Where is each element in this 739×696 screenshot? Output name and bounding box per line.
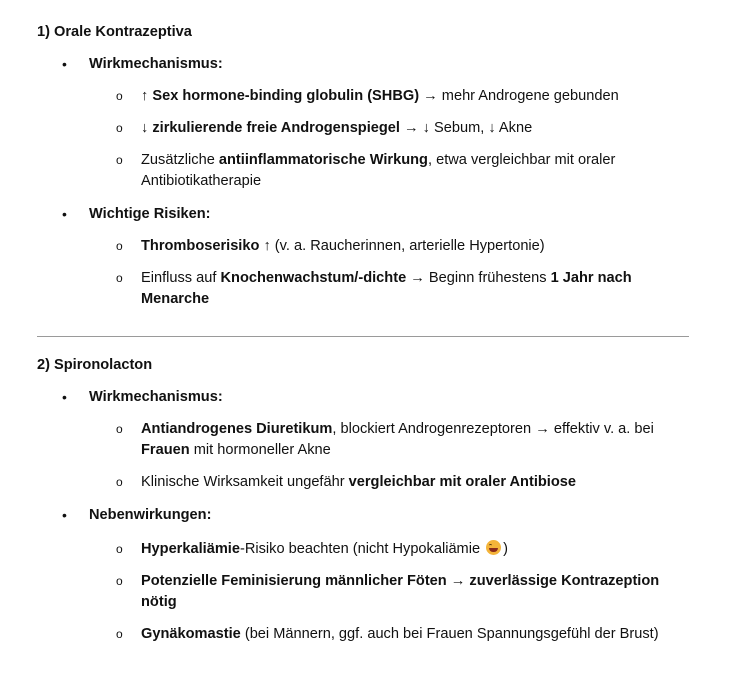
text: → ↓ Sebum, ↓ Akne [399,120,533,136]
list-label: Wirkmechanismus: [89,389,223,405]
document-page [37,22,689,645]
bold-text: zuverlässige Kontrazeption nötig [141,573,660,610]
list-item [89,539,689,560]
list-item [89,118,689,139]
bold-text: Gynäkomastie [141,626,241,642]
list-item [89,150,689,192]
section-title: 2) Spironolacton [37,357,153,373]
text: ↑ (v. a. Raucherinnen, arterielle Hypertonie) [259,238,545,254]
grinning-face-icon [486,540,501,555]
circle-bullet-icon: o [116,542,123,556]
circle-bullet-icon: o [116,627,123,641]
text: ) [503,541,509,557]
section-title: 1) Orale Kontrazeptiva [37,24,192,40]
text: Einfluss auf [141,270,221,286]
list-item [89,268,689,310]
text: mit hormoneller Akne [189,442,331,458]
list-item [89,571,689,613]
text: Klinische Wirksamkeit ungefähr [141,474,349,490]
circle-bullet-icon: o [116,89,123,103]
text: → Beginn frühestens [406,270,551,286]
list-label: Nebenwirkungen: [89,507,212,523]
level1-list [37,387,689,645]
disc-bullet-icon: • [62,389,67,405]
bold-text: Antiandrogenes Diuretikum [141,421,333,437]
level2-list [89,86,689,192]
bold-text: 1 Jahr nach Menarche [141,270,632,307]
level2-list [89,539,689,645]
bold-text: Hyperkaliämie [141,541,240,557]
circle-bullet-icon: o [116,239,123,253]
disc-bullet-icon: • [62,56,67,72]
bold-text: Sex hormone-binding globulin (SHBG) [152,88,420,104]
bold-text: Frauen [141,442,190,458]
level2-list [89,419,689,493]
circle-bullet-icon: o [116,574,123,588]
text: , blockiert Androgenrezeptoren → effektiv v. a. bei [332,421,654,437]
list-item-side-effects [37,505,689,645]
circle-bullet-icon: o [116,121,123,135]
list-item [89,86,689,107]
bold-text: Potenzielle Feminisierung männlicher Föten [141,573,447,589]
level1-list [37,54,689,310]
bold-text: antiinflammatorische Wirkung [218,152,428,168]
text: -Risiko beachten (nicht Hypokaliämie [239,541,481,557]
list-item-risks [37,204,689,310]
list-item [89,419,689,461]
list-item [89,236,689,257]
list-item [89,472,689,493]
list-item [89,624,689,645]
list-item-mechanism [37,387,689,493]
arrow-down-text: ↓ [141,120,153,136]
section-spironolactone [37,355,689,645]
text: → mehr Androgene gebunden [419,88,619,104]
disc-bullet-icon: • [62,206,67,222]
arrow-up-text: ↑ [141,88,153,104]
text: , etwa vergleichbar mit oraler Antibiotikatherapie [141,152,616,189]
section-oral-contraceptives [37,22,689,310]
list-item-mechanism [37,54,689,192]
list-label: Wirkmechanismus: [89,56,223,72]
bold-text: vergleichbar mit oraler Antibiose [348,474,576,490]
circle-bullet-icon: o [116,422,123,436]
text: (bei Männern, ggf. auch bei Frauen Spannungsgefühl der Brust) [240,626,659,642]
bold-text: zirkulierende freie Androgenspiegel [152,120,400,136]
bold-text: Thromboserisiko [141,238,260,254]
circle-bullet-icon: o [116,153,123,167]
bold-text: Knochenwachstum/-dichte [220,270,407,286]
circle-bullet-icon: o [116,475,123,489]
text: Zusätzliche [141,152,219,168]
list-label: Wichtige Risiken: [89,206,211,222]
text: → [446,573,470,589]
disc-bullet-icon: • [62,507,67,523]
circle-bullet-icon: o [116,271,123,285]
level2-list [89,236,689,310]
